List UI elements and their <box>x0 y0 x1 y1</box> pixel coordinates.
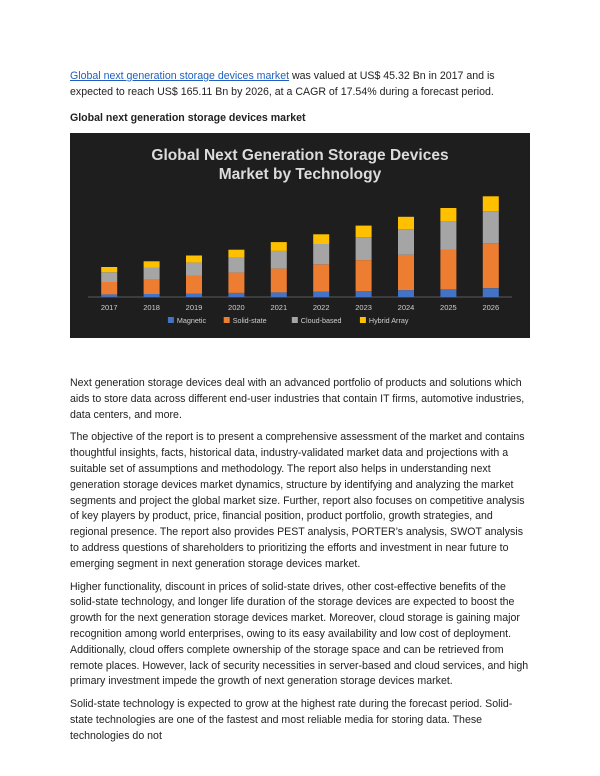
article-body <box>70 376 530 752</box>
bar-segment-solid-state-2023 <box>356 260 372 291</box>
paragraph: Higher functionality, discount in prices of solid-state drives, other cost-effective benefits of the solid-state technology, and longer life duration of the storage devices are expected to boost the growth for the next generation storage devices market. Moreover, cloud storage is gaining major recognition among world enterprises, owing to its easy availability and low cost of deployment. Additionally, cloud offers complete ownership of the storage space and can be retrieved from remote places. However, lack of security necessities in server-based and cloud services, and high primary investment impede the growth of next generation storage devices market. <box>70 580 529 688</box>
bars-layer <box>101 196 499 297</box>
bar-segment-hybrid-array-2022 <box>313 234 329 244</box>
legend-swatch-cloud-based <box>292 317 298 323</box>
bar-segment-solid-state-2018 <box>144 279 160 294</box>
legend-label-cloud-based: Cloud-based <box>300 316 342 325</box>
bar-segment-magnetic-2024 <box>398 290 414 297</box>
bar-segment-magnetic-2017 <box>101 294 117 297</box>
intro-paragraph <box>70 68 530 100</box>
x-tick-label: 2018 <box>143 303 160 312</box>
bar-segment-hybrid-array-2017 <box>101 267 117 272</box>
bar-segment-hybrid-array-2020 <box>228 250 244 258</box>
x-tick-labels <box>101 303 499 312</box>
bar-segment-cloud-based-2024 <box>398 229 414 255</box>
x-tick-label: 2026 <box>482 303 500 312</box>
chart-canvas <box>70 133 530 338</box>
bar-segment-solid-state-2025 <box>440 250 456 290</box>
x-tick-label: 2024 <box>397 303 415 312</box>
bar-segment-solid-state-2026 <box>483 243 499 288</box>
bar-segment-magnetic-2025 <box>440 289 456 297</box>
legend-label-solid-state: Solid-state <box>232 316 267 325</box>
bar-segment-magnetic-2022 <box>313 292 329 297</box>
bar-segment-hybrid-array-2018 <box>144 261 160 267</box>
bar-segment-solid-state-2019 <box>186 276 202 294</box>
bar-segment-hybrid-array-2021 <box>271 242 287 251</box>
bar-segment-magnetic-2018 <box>144 294 160 297</box>
x-tick-label: 2020 <box>228 303 245 312</box>
chart-legend <box>168 316 409 325</box>
x-tick-label: 2017 <box>100 303 118 312</box>
bar-segment-solid-state-2017 <box>101 282 117 294</box>
legend-label-magnetic: Magnetic <box>176 316 207 325</box>
bar-segment-hybrid-array-2026 <box>483 196 499 211</box>
bar-segment-cloud-based-2023 <box>356 237 372 260</box>
paragraph: Next generation storage devices deal with an advanced portfolio of products and solutions which aids to store data across different end-user industries that contain IT firms, automotive industries, data centers, and more. <box>70 377 525 421</box>
x-tick-label: 2022 <box>312 303 330 312</box>
bar-segment-magnetic-2021 <box>271 292 287 297</box>
bar-segment-magnetic-2019 <box>186 294 202 298</box>
bar-segment-solid-state-2022 <box>313 264 329 291</box>
bar-segment-solid-state-2020 <box>228 273 244 293</box>
x-tick-label: 2025 <box>440 303 457 312</box>
bar-segment-cloud-based-2025 <box>440 221 456 249</box>
bar-segment-solid-state-2024 <box>398 255 414 290</box>
x-tick-label: 2023 <box>355 303 372 312</box>
bar-segment-hybrid-array-2023 <box>356 226 372 238</box>
bar-segment-cloud-based-2019 <box>186 263 202 276</box>
bar-segment-cloud-based-2018 <box>144 268 160 280</box>
legend-swatch-hybrid-array <box>360 317 366 323</box>
bar-segment-cloud-based-2020 <box>228 258 244 273</box>
paragraph: The objective of the report is to present a comprehensive assessment of the market and contains thoughtful insights, facts, historical data, industry-validated market data and projections with a suitable set of assumptions and methodology. The report also helps in understanding next generation storage devices market dynamics, structure by identifying and analyzing the market segments and project the global market size. Further, report also focuses on competitive analysis of key players by product, price, financial position, product portfolio, growth strategies, and regional presence. The report also provides PEST analysis, PORTER’s analysis, SWOT analysis to address questions of shareholders to prioritizing the efforts and investment in near future to emerging segment in next generation storage devices market. <box>70 431 525 570</box>
market-report-link[interactable]: Global next generation storage devices market <box>70 70 290 82</box>
market-chart <box>70 133 530 338</box>
legend-swatch-solid-state <box>224 317 230 323</box>
chart-title-line1: Global Next Generation Storage Devices <box>151 147 449 164</box>
x-tick-label: 2019 <box>185 303 203 312</box>
paragraph: Solid-state technology is expected to grow at the highest rate during the forecast period. Solid-state technologies are one of the fastest and most reliable media for storing data. These technologies do not <box>70 698 513 742</box>
document-intro <box>70 68 530 126</box>
bar-segment-cloud-based-2021 <box>271 251 287 269</box>
bar-segment-hybrid-array-2024 <box>398 217 414 229</box>
bar-segment-magnetic-2026 <box>483 288 499 297</box>
intro-text: was valued at US$ 45.32 Bn in 2017 and is expected to reach US$ 165.11 Bn by 2026, at a CAGR of 17.54% during a forecast period. <box>70 70 495 98</box>
bar-segment-hybrid-array-2025 <box>440 208 456 221</box>
legend-swatch-magnetic <box>168 317 174 323</box>
section-heading: Global next generation storage devices market <box>70 112 306 124</box>
legend-label-hybrid-array: Hybrid Array <box>368 316 409 325</box>
bar-segment-cloud-based-2017 <box>101 272 117 282</box>
chart-title-line2: Market by Technology <box>218 166 382 183</box>
bar-segment-hybrid-array-2019 <box>186 256 202 263</box>
x-tick-label: 2021 <box>270 303 288 312</box>
bar-segment-solid-state-2021 <box>271 269 287 293</box>
bar-segment-magnetic-2020 <box>228 293 244 297</box>
bar-segment-cloud-based-2026 <box>483 211 499 243</box>
bar-segment-cloud-based-2022 <box>313 244 329 264</box>
bar-segment-magnetic-2023 <box>356 291 372 297</box>
